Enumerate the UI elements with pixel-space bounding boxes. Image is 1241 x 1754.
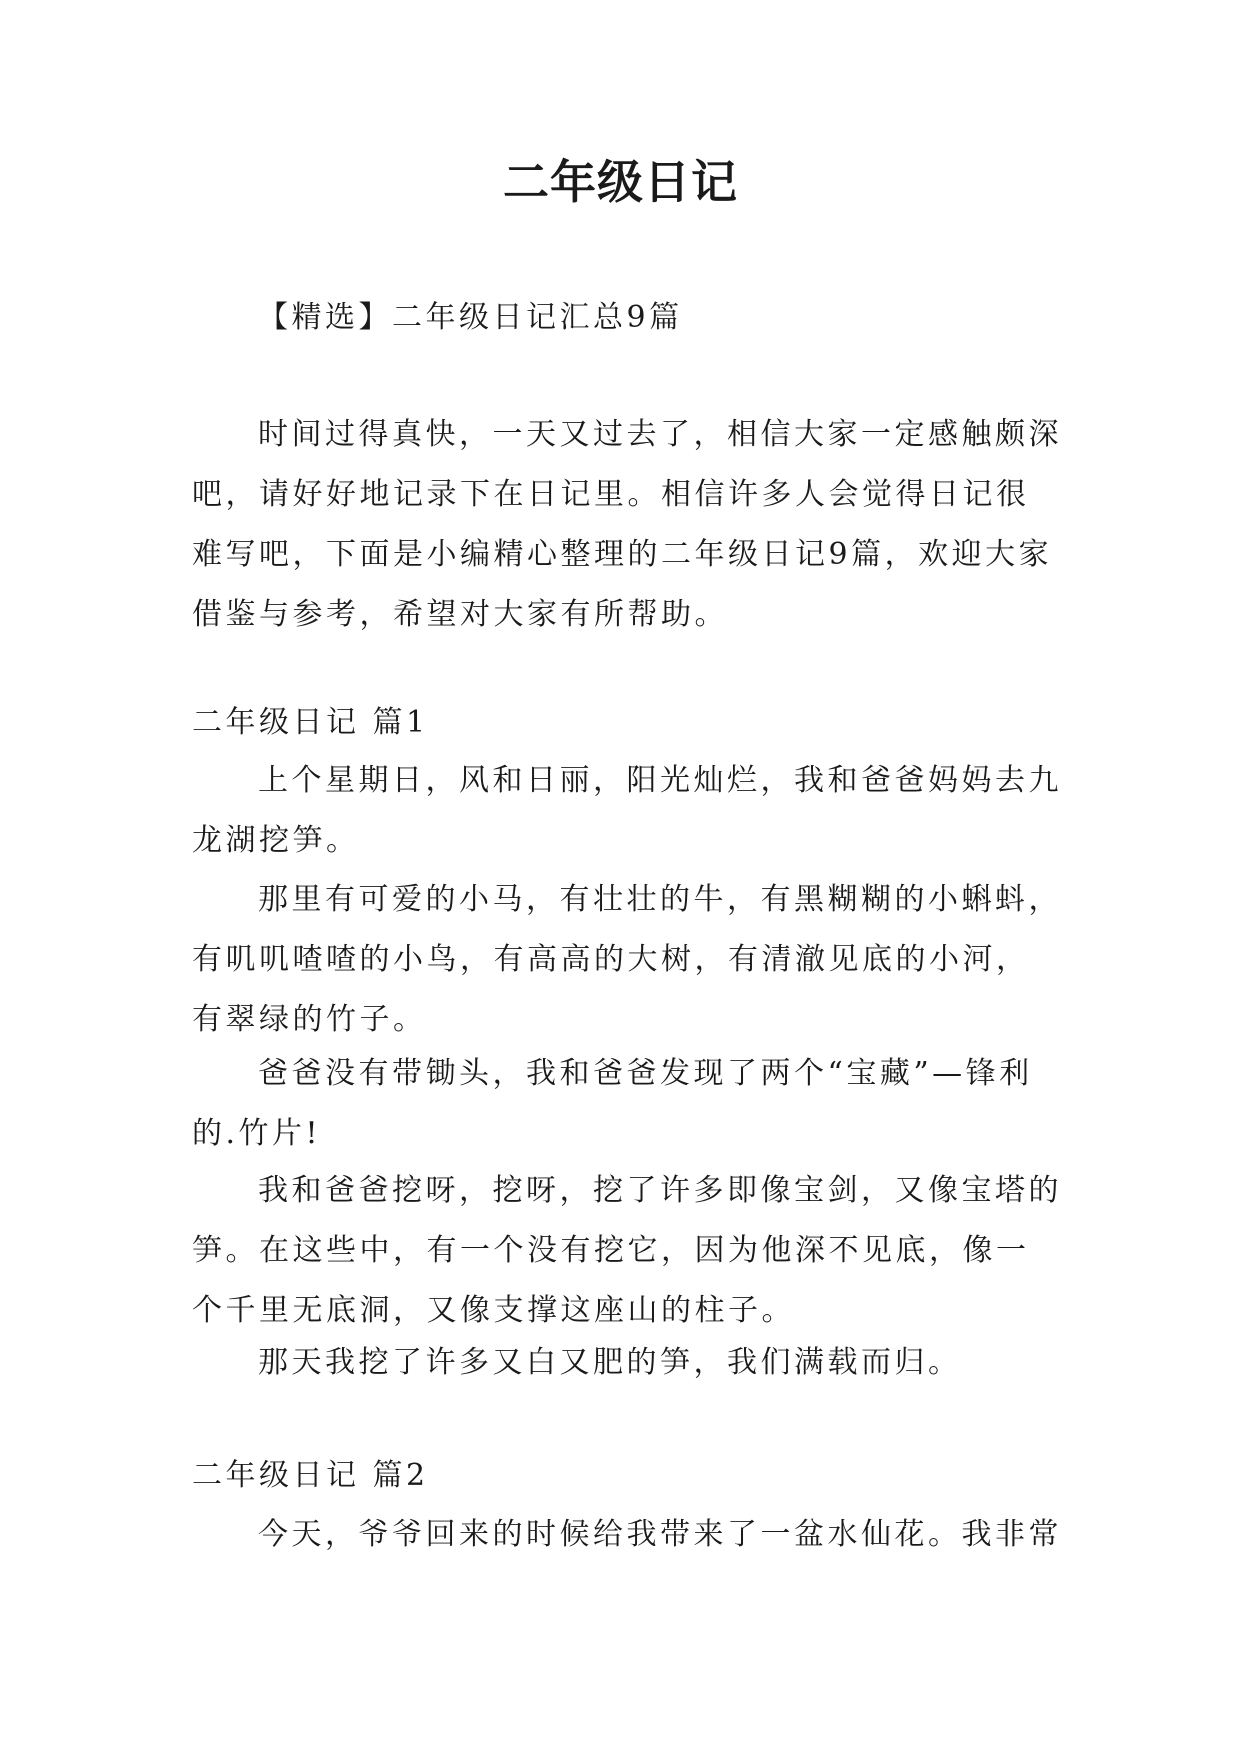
section1-paragraph: 爸爸没有带锄头，我和爸爸发现了两个“宝藏”—锋利的.竹片! (192, 1056, 1033, 1151)
section1-paragraph: 那天我挖了许多又白又肥的笋，我们满载而归。 (258, 1345, 962, 1380)
section-heading-1: 二年级日记 篇1 (192, 705, 429, 740)
intro-paragraph: 时间过得真快，一天又过去了，相信大家一定感触颇深吧，请好好地记录下在日记里。相信许多人会觉得日记很难写吧，下面是小编精心整理的二年级日记9篇，欢迎大家借鉴与参考，希望对大家有所帮助。 (192, 417, 1062, 632)
section1-paragraph: 那里有可爱的小马，有壮壮的牛，有黑糊糊的小蝌蚪，有叽叽喳喳的小鸟，有高高的大树，有清澈见底的小河，有翠绿的竹子。 (192, 882, 1062, 1037)
section1-paragraph: 上个星期日，风和日丽，阳光灿烂，我和爸爸妈妈去九龙湖挖笋。 (192, 763, 1062, 858)
section-heading-2: 二年级日记 篇2 (192, 1458, 429, 1493)
document-subtitle: 【精选】二年级日记汇总9篇 (258, 300, 683, 335)
section1-paragraph: 我和爸爸挖呀，挖呀，挖了许多即像宝剑，又像宝塔的笋。在这些中，有一个没有挖它，因为他深不见底，像一个千里无底洞，又像支撑这座山的柱子。 (192, 1173, 1062, 1328)
section2-paragraph: 今天，爷爷回来的时候给我带来了一盆水仙花。我非常 (258, 1517, 1062, 1552)
document-title: 二年级日记 (503, 155, 738, 209)
